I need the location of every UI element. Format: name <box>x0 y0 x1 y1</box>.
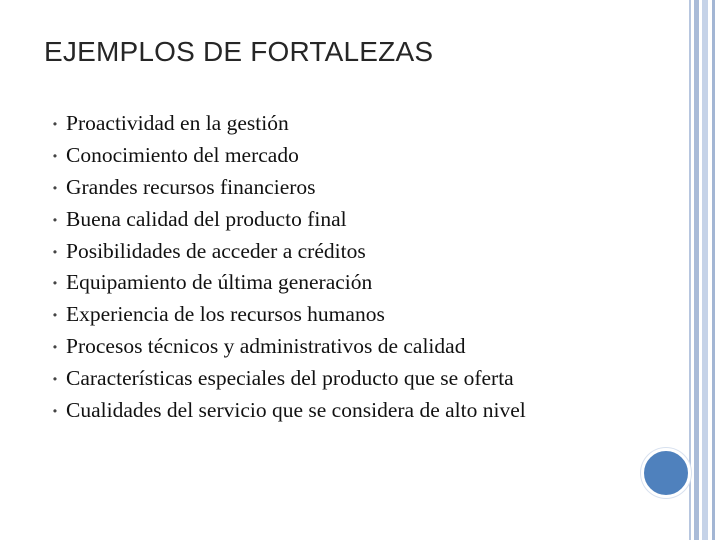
bullet-dot-icon: • <box>52 308 58 323</box>
bullet-dot-icon: • <box>52 276 58 291</box>
bullet-dot-icon: • <box>52 404 58 419</box>
bullet-text: Experiencia de los recursos humanos <box>66 302 385 327</box>
bullet-text: Buena calidad del producto final <box>66 206 347 231</box>
bullet-dot-icon: • <box>52 212 58 227</box>
bullet-dot-icon: • <box>52 372 58 387</box>
bullet-text: Cualidades del servicio que se considera de alto nivel <box>66 398 526 423</box>
bullet-text: Características especiales del producto que se oferta <box>66 366 514 391</box>
bullet-text: Posibilidades de acceder a créditos <box>66 238 366 263</box>
bullet-dot-icon: • <box>52 244 58 259</box>
bullet-text: Procesos técnicos y administrativos de calidad <box>66 334 466 359</box>
bullet-text: Equipamiento de última generación <box>66 270 373 295</box>
decorative-border-stripe <box>694 0 699 540</box>
bullet-dot-icon: • <box>52 117 58 131</box>
decorative-border-stripe <box>712 0 715 540</box>
bullet-dot-icon: • <box>52 148 58 163</box>
decorative-border-stripe <box>689 0 691 540</box>
bullet-text: Proactividad en la gestión <box>66 111 289 135</box>
slide-title: EJEMPLOS DE FORTALEZAS <box>44 36 434 67</box>
decorative-border-stripe <box>702 0 708 540</box>
decorative-circle-icon <box>641 448 691 498</box>
bullet-dot-icon: • <box>52 340 58 355</box>
bullet-dot-icon: • <box>52 180 58 195</box>
bullet-text: Conocimiento del mercado <box>66 142 299 167</box>
bullet-text: Grandes recursos financieros <box>66 174 316 199</box>
